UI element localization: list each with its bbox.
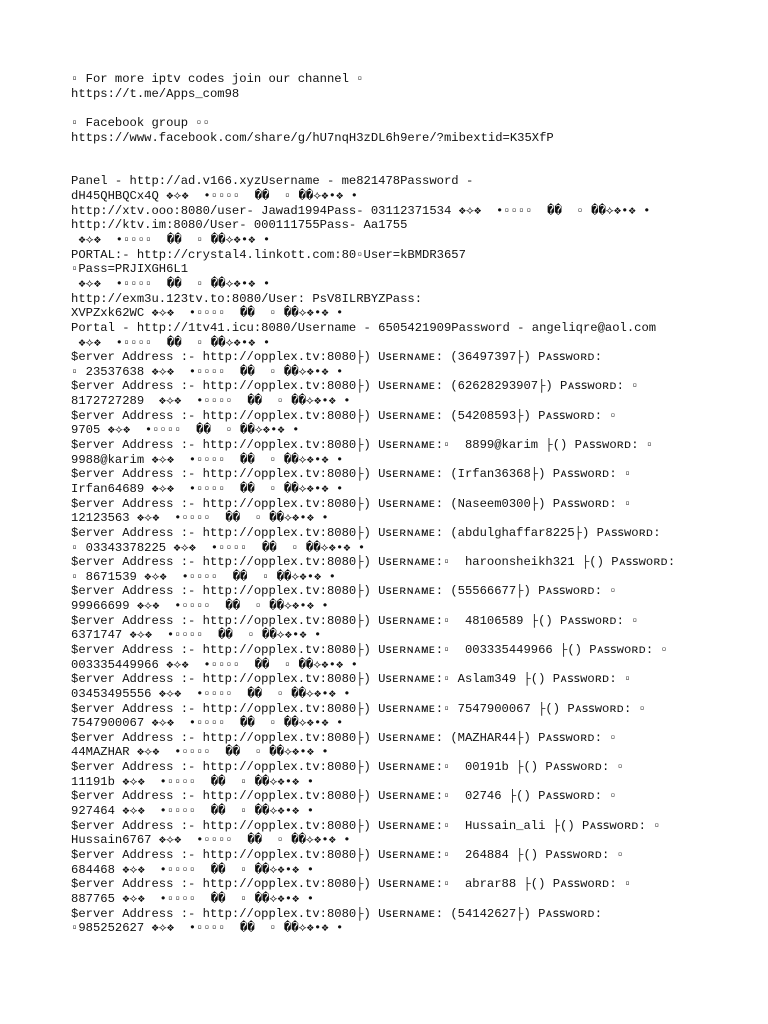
text-line: ▫ 8671539 ❖⟡❖ •▫▫▫▫ �� ▫ ��⟡❖•❖ • <box>71 569 336 584</box>
text-line: $erver Address :- http://opplex.tv:8080├) Uꜱᴇʀɴᴀᴍᴇ:▫ abrar88 ├() Pᴀꜱꜱᴡᴏʀᴅ: ▫ <box>71 877 632 892</box>
text-line: ▫985252627 ❖⟡❖ •▫▫▫▫ �� ▫ ��⟡❖•❖ • <box>71 921 344 936</box>
text-line: 99966699 ❖⟡❖ •▫▫▫▫ �� ▫ ��⟡❖•❖ • <box>71 599 329 614</box>
text-line: ❖⟡❖ •▫▫▫▫ �� ▫ ��⟡❖•❖ • <box>71 335 271 350</box>
text-line: $erver Address :- http://opplex.tv:8080├) Uꜱᴇʀɴᴀᴍᴇ:▫ 264884 ├() Pᴀꜱꜱᴡᴏʀᴅ: ▫ <box>71 847 624 862</box>
text-line: ▫ For more iptv codes join our channel ▫ <box>71 72 364 86</box>
text-line: Panel - http://ad.v166.xyzUsername - me821478Password - <box>71 174 474 189</box>
blank-line <box>71 160 761 175</box>
text-line: $erver Address :- http://opplex.tv:8080├) Uꜱᴇʀɴᴀᴍᴇ: (54142627├) Pᴀꜱꜱᴡᴏʀᴅ: <box>71 906 603 921</box>
blank-line <box>71 101 761 116</box>
link-facebook[interactable]: https://www.facebook.com/share/g/hU7nqH3zDL6h9ere/?mibextid=K35XfP <box>71 130 554 145</box>
link-telegram[interactable]: https://t.me/Apps_com98 <box>71 86 240 101</box>
text-line: 6371747 ❖⟡❖ •▫▫▫▫ �� ▫ ��⟡❖•❖ • <box>71 628 322 643</box>
text-line: $erver Address :- http://opplex.tv:8080├) Uꜱᴇʀɴᴀᴍᴇ:▫ Aslam349 ├() Pᴀꜱꜱᴡᴏʀᴅ: ▫ <box>71 672 632 687</box>
text-line: ❖⟡❖ •▫▫▫▫ �� ▫ ��⟡❖•❖ • <box>71 233 271 248</box>
text-line: $erver Address :- http://opplex.tv:8080├) Uꜱᴇʀɴᴀᴍᴇ: (abdulghaffar8225├) Pᴀꜱꜱᴡᴏʀᴅ: <box>71 525 661 540</box>
text-line: 887765 ❖⟡❖ •▫▫▫▫ �� ▫ ��⟡❖•❖ • <box>71 891 315 906</box>
text-line: http://exm3u.123tv.to:8080/User: PsV8ILRBYZPass: <box>71 291 423 306</box>
text-line: 684468 ❖⟡❖ •▫▫▫▫ �� ▫ ��⟡❖•❖ • <box>71 862 315 877</box>
text-line: 9705 ❖⟡❖ •▫▫▫▫ �� ▫ ��⟡❖•❖ • <box>71 423 300 438</box>
text-line: dH45QHBQCx4Q ❖⟡❖ •▫▫▫▫ �� ▫ ��⟡❖•❖ • <box>71 189 358 204</box>
text-line: http://xtv.ooo:8080/user- Jawad1994Pass- 03112371534 ❖⟡❖ •▫▫▫▫ �� ▫ ��⟡❖•❖ • <box>71 203 651 218</box>
document-text <box>71 72 761 950</box>
text-line: $erver Address :- http://opplex.tv:8080├) Uꜱᴇʀɴᴀᴍᴇ:▫ Hussain_ali ├() Pᴀꜱꜱᴡᴏʀᴅ: ▫ <box>71 818 661 833</box>
text-line: 8172727289 ❖⟡❖ •▫▫▫▫ �� ▫ ��⟡❖•❖ • <box>71 394 351 409</box>
text-line: $erver Address :- http://opplex.tv:8080├) Uꜱᴇʀɴᴀᴍᴇ: (55566677├) Pᴀꜱꜱᴡᴏʀᴅ: ▫ <box>71 584 617 599</box>
text-line: 9988@karim ❖⟡❖ •▫▫▫▫ �� ▫ ��⟡❖•❖ • <box>71 452 344 467</box>
text-line: 927464 ❖⟡❖ •▫▫▫▫ �� ▫ ��⟡❖•❖ • <box>71 804 315 819</box>
text-line: 7547900067 ❖⟡❖ •▫▫▫▫ �� ▫ ��⟡❖•❖ • <box>71 716 344 731</box>
text-line: 003335449966 ❖⟡❖ •▫▫▫▫ �� ▫ ��⟡❖•❖ • <box>71 657 358 672</box>
text-line: 03453495556 ❖⟡❖ •▫▫▫▫ �� ▫ ��⟡❖•❖ • <box>71 686 351 701</box>
text-line: $erver Address :- http://opplex.tv:8080├) Uꜱᴇʀɴᴀᴍᴇ:▫ haroonsheikh321 ├() Pᴀꜱꜱᴡᴏʀᴅ: <box>71 555 676 570</box>
text-line: 12123563 ❖⟡❖ •▫▫▫▫ �� ▫ ��⟡❖•❖ • <box>71 511 329 526</box>
text-line: XVPZxk62WC ❖⟡❖ •▫▫▫▫ �� ▫ ��⟡❖•❖ • <box>71 306 344 321</box>
text-line: $erver Address :- http://opplex.tv:8080├) Uꜱᴇʀɴᴀᴍᴇ:▫ 02746 ├() Pᴀꜱꜱᴡᴏʀᴅ: ▫ <box>71 789 617 804</box>
text-line: Portal - http://1tv41.icu:8080/Username - 6505421909Password - angeliqre@aol.com <box>71 320 657 335</box>
text-line: $erver Address :- http://opplex.tv:8080├) Uꜱᴇʀɴᴀᴍᴇ:▫ 00191b ├() Pᴀꜱꜱᴡᴏʀᴅ: ▫ <box>71 760 624 775</box>
text-line: $erver Address :- http://opplex.tv:8080├) Uꜱᴇʀɴᴀᴍᴇ: (Naseem0300├) Pᴀꜱꜱᴡᴏʀᴅ: ▫ <box>71 496 632 511</box>
text-line: $erver Address :- http://opplex.tv:8080├) Uꜱᴇʀɴᴀᴍᴇ:▫ 48106589 ├() Pᴀꜱꜱᴡᴏʀᴅ: ▫ <box>71 613 639 628</box>
text-line: $erver Address :- http://opplex.tv:8080├) Uꜱᴇʀɴᴀᴍᴇ:▫ 003335449966 ├() Pᴀꜱꜱᴡᴏʀᴅ: ▫ <box>71 642 668 657</box>
text-line: 44MAZHAR ❖⟡❖ •▫▫▫▫ �� ▫ ��⟡❖•❖ • <box>71 745 329 760</box>
text-line: http://ktv.im:8080/User- 000111755Pass- Aa1755 <box>71 218 408 233</box>
text-line: ▫ 03343378225 ❖⟡❖ •▫▫▫▫ �� ▫ ��⟡❖•❖ • <box>71 540 366 555</box>
text-line: ❖⟡❖ •▫▫▫▫ �� ▫ ��⟡❖•❖ • <box>71 276 271 291</box>
text-line: $erver Address :- http://opplex.tv:8080├) Uꜱᴇʀɴᴀᴍᴇ:▫ 7547900067 ├() Pᴀꜱꜱᴡᴏʀᴅ: ▫ <box>71 701 646 716</box>
text-line: $erver Address :- http://opplex.tv:8080├) Uꜱᴇʀɴᴀᴍᴇ: (62628293907├) Pᴀꜱꜱᴡᴏʀᴅ: ▫ <box>71 379 639 394</box>
text-line <box>71 936 761 951</box>
text-line: $erver Address :- http://opplex.tv:8080├) Uꜱᴇʀɴᴀᴍᴇ: (54208593├) Pᴀꜱꜱᴡᴏʀᴅ: ▫ <box>71 408 617 423</box>
text-line: 11191b ❖⟡❖ •▫▫▫▫ �� ▫ ��⟡❖•❖ • <box>71 774 315 789</box>
text-line: Irfan64689 ❖⟡❖ •▫▫▫▫ �� ▫ ��⟡❖•❖ • <box>71 481 344 496</box>
text-line: $erver Address :- http://opplex.tv:8080├) Uꜱᴇʀɴᴀᴍᴇ: (MAZHAR44├) Pᴀꜱꜱᴡᴏʀᴅ: ▫ <box>71 730 617 745</box>
text-line: Hussain6767 ❖⟡❖ •▫▫▫▫ �� ▫ ��⟡❖•❖ • <box>71 833 351 848</box>
text-line: $erver Address :- http://opplex.tv:8080├) Uꜱᴇʀɴᴀᴍᴇ: (Irfan36368├) Pᴀꜱꜱᴡᴏʀᴅ: ▫ <box>71 467 632 482</box>
text-line: PORTAL:- http://crystal4.linkott.com:80▫User=kBMDR3657 <box>71 247 466 262</box>
text-line: ▫ Facebook group ▫▫ <box>71 115 210 130</box>
text-line: ▫ 23537638 ❖⟡❖ •▫▫▫▫ �� ▫ ��⟡❖•❖ • <box>71 364 344 379</box>
text-line: ▫Pass=PRJIXGH6L1 <box>71 262 189 277</box>
text-line: $erver Address :- http://opplex.tv:8080├) Uꜱᴇʀɴᴀᴍᴇ:▫ 8899@karim ├() Pᴀꜱꜱᴡᴏʀᴅ: ▫ <box>71 438 654 453</box>
blank-line <box>71 145 761 160</box>
text-line: $erver Address :- http://opplex.tv:8080├) Uꜱᴇʀɴᴀᴍᴇ: (36497397├) Pᴀꜱꜱᴡᴏʀᴅ: <box>71 350 603 365</box>
